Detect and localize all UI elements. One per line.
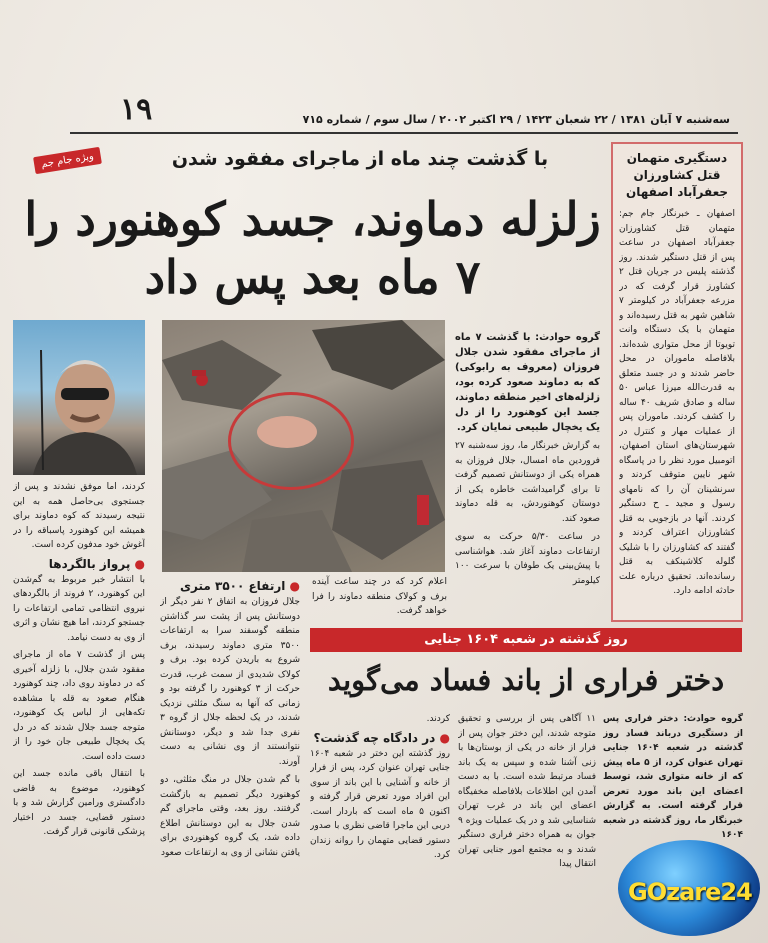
left-paragraph: پس از گذشت ۷ ماه از ماجرای مفقود شدن جلال، با زلزله آخیری که در دماوند روی داد، چند کوهنورد هنگام صعود به قله با مشاهده تکه‌هایی از لباس یک کوهنورد، متوجه جسد جلال شدند که در دل یک یخچال طبیعی جان خود را از دست داده است. — [13, 650, 145, 762]
subhead-altitude: ● ارتفاع ۳۵۰۰ متری — [180, 579, 300, 593]
sidebar-news-box — [611, 142, 743, 622]
header-rule — [70, 132, 738, 134]
story2-column-3 — [310, 712, 450, 912]
headline-line-2: ۷ ماه بعد پس داد — [144, 250, 481, 304]
page-number: ۱۹ — [120, 92, 153, 127]
middle-paragraph: با گم شدن جلال در منگ مثلثی، دو کوهنورد دیگر تصمیم به بازگشت گرفتند. روز بعد، وقتی ماجرای گم شدن جلال به این دوستانش اطلاع داده شد، یک گروه کوهنوردی برای یافتن نشانی از وی به ارتفاعات صعود — [160, 775, 300, 858]
lead-continuation — [312, 575, 447, 625]
lead-intro: گروه حوادث: با گذشت ۷ ماه از ماجرای مفقود شدن جلال فروزان (معروف به رابوکی) که به دماوند صعود کرده بود، زلزله‌های اخیر منطقه دماوند، جسد این کوهنورد را از دل یک یخچال طبیعی نمایان کرد. — [455, 332, 600, 433]
story2-bar: روز گذشته در شعبه ۱۶۰۴ جنایی — [310, 628, 742, 652]
story2-paragraph: ۱۱ آگاهی پس از بررسی و تحقیق متوجه شدند، این دختر جوان پس از فرار از خانه در یکی از بوستان‌ها با زنی آشنا شده و سپس به یک باند فساد مرتبط شده است. با به دست آمدن این اطلاعات بلافاصله مخفیگاه اعضای این باند در غرب تهران شناسایی شد و در یک عملیات ویژه ۹ جوان به همراه دختر فراری دستگیر شدند و به مجتمع امور جنایی تهران انتقال پیدا — [458, 714, 596, 869]
sidebar-title — [619, 150, 735, 201]
subhead-text: پرواز بالگردها — [48, 556, 131, 571]
gozare24-logo — [618, 840, 760, 936]
subhead-helicopters: ● پرواز بالگردها — [48, 556, 145, 571]
lead-paragraph: در ساعت ۵/۳۰ حرکت به سوی ارتفاعات دماوند آغاز شد. هواشناسی با پیش‌بینی یک طوفان با سرعت ۱۰۰ کیلومتر — [455, 532, 600, 586]
story2-column-2 — [458, 712, 596, 917]
story2-headline: دختر فراری از باند فساد می‌گوید — [327, 663, 725, 697]
kicker: با گذشت چند ماه از ماجرای مفقود شدن — [171, 148, 549, 170]
lead-paragraph: اعلام کرد که در چند ساعت آینده برف و کولاک منطقه دماوند را فرا خواهد گرفت. — [312, 577, 447, 616]
left-column — [13, 480, 145, 910]
subhead-text: ارتفاع ۳۵۰۰ متری — [180, 579, 286, 593]
portrait-illustration — [13, 320, 145, 475]
highlight-circle — [228, 392, 354, 490]
story2-paragraph: گروه حوادث: دختر فراری پس از دستگیری درباند فساد روز گذشته در شعبه ۱۶۰۴ جنایی تهران عنوان کرد، از ۵ ماه پیش که از خانه متواری شد، توسط اعضای این باند مورد تعرض قرار گرفته است. به گزارش خبرنگار ما، روز گذشته در شعبه ۱۶۰۴ — [603, 714, 743, 840]
left-paragraph: با انتقال باقی مانده جسد این کوهنورد، موضوع به قاضی دادگستری ورامین گزارش شد و با دستور قضایی، جسد در اختیار پزشکی قانونی قرار گرفت. — [13, 769, 145, 837]
sidebar-title-line: دستگیری متهمان — [626, 151, 728, 165]
headline-line-1: زلزله دماوند، جسد کوهنورد را — [24, 192, 601, 246]
story2-column-1 — [603, 712, 743, 862]
dateline: سه‌شنبه ۷ آبان ۱۳۸۱ / ۲۲ شعبان ۱۴۲۳ / ۲۹ اکتبر ۲۰۰۲ / سال سوم / شماره ۷۱۵ — [302, 113, 730, 126]
subhead-text: در دادگاه چه گذشت؟ — [313, 730, 436, 745]
lead-column — [455, 330, 600, 620]
sidebar-body: اصفهان ـ خبرنگار جام جم: متهمان قتل کشاورزان جعفرآباد اصفهان در ساعت پس از قتل دستگیر شدند. روز گذشته پلیس در جریان قتل ۲ کشاورز قرار گرفت که در مزرعه جعفرآباد در کیلومتر ۷ شاهین شهر به قتل رسیده‌اند و متهمان با یک دستگاه وانت تویوتا از محل متواری شده‌اند. بلافاصله ماموران در محل حاضر شدند و در جسد متعلق به قدرت‌الله میرزا عباس ۵۰ ساله و صادق شریف ۴۰ ساله را کشف کردند. ماموران پس از عملیات مهار و کنترل در شهرستان‌های استان اصفهان، اتومبیل مورد نظر را در پاسگاه شهر نایین متوقف کردند و سرنشینان آن را که نامهای رسول و مجید ـ ح دستگیر کردند. آنها در بازجویی به قتل کشاورزان اعتراف کردند و گفتند که کشاورزان را با شلیک گلوله کلاشینکف به قتل رسانده‌اند. تحقیق درباره علت حادثه ادامه دارد. — [619, 209, 735, 596]
lead-paragraph: به گزارش خبرنگار ما، روز سه‌شنبه ۲۷ فروردین ماه امسال، جلال فروزان به همراه یکی از دوستانش تصمیم گرفت تا برای گرامیداشت خاطره یکی از دوستان کوهنوردش، به قله دماوند صعود کند. — [455, 441, 600, 524]
left-paragraph: با انتشار خبر مربوط به گم‌شدن این کوهنورد، ۲ فروند از بالگردهای نیروی انتظامی تمامی ارتفاعات را جستجو کردند، اما هیچ نشان و اثری از وی به دست نیامد. — [13, 574, 145, 643]
subhead-court: ● در دادگاه چه گذشت؟ — [313, 730, 450, 745]
main-headline — [20, 190, 605, 306]
middle-paragraph: جلال فروزان به اتفاق ۲ نفر دیگر از دوستانش پس از پشت سر گذاشتن منطقه گوسفند سرا به ارتفاعات ۳۵۰۰ متری دماوند رسیدند، برف شروع به باریدن کرده بود. برف و کولاک شدیدی از سمت غرب، قدرت حرکت از ۳ کوهنورد را گرفته بود و زمانی که آنها به سنگ مثلثی نزدیک شدند، در یک لحظه جلال از گروه ۳ نفری جدا شد و دیگر، دوستانش نتوانستند از وی نشانی به دست آورند. — [160, 597, 300, 767]
climber-portrait-photo — [13, 320, 145, 475]
story2-paragraph: روز گذشته این دختر در شعبه ۱۶۰۴ جنایی تهران عنوان کرد، پس از فرار از خانه و آشنایی با این باند از سوی این افراد مورد تعرض قرار گرفته و اکنون ۵ ماه است که باردار است. دربی این ماجرا قاضی نظری با صدور دستور قضایی متهمان را روانه زندان کرد. — [310, 748, 450, 860]
section-badge: ویژه جام جم — [33, 147, 102, 174]
logo-text: GOzare24 — [628, 878, 752, 906]
left-paragraph: کردند، اما موفق نشدند و پس از جستجوی بی‌حاصل همه به این نتیجه رسیدند که کوه دماوند برای همیشه این کوهنورد پاسباقه را در آغوش خود مدفون کرده است. — [13, 482, 145, 550]
middle-column — [160, 575, 300, 905]
story2-paragraph: کردند. — [426, 714, 450, 724]
sidebar-title-line: جعفرآباد اصفهان — [626, 185, 728, 199]
sidebar-title-line: قتل کشاورزان — [633, 168, 721, 182]
